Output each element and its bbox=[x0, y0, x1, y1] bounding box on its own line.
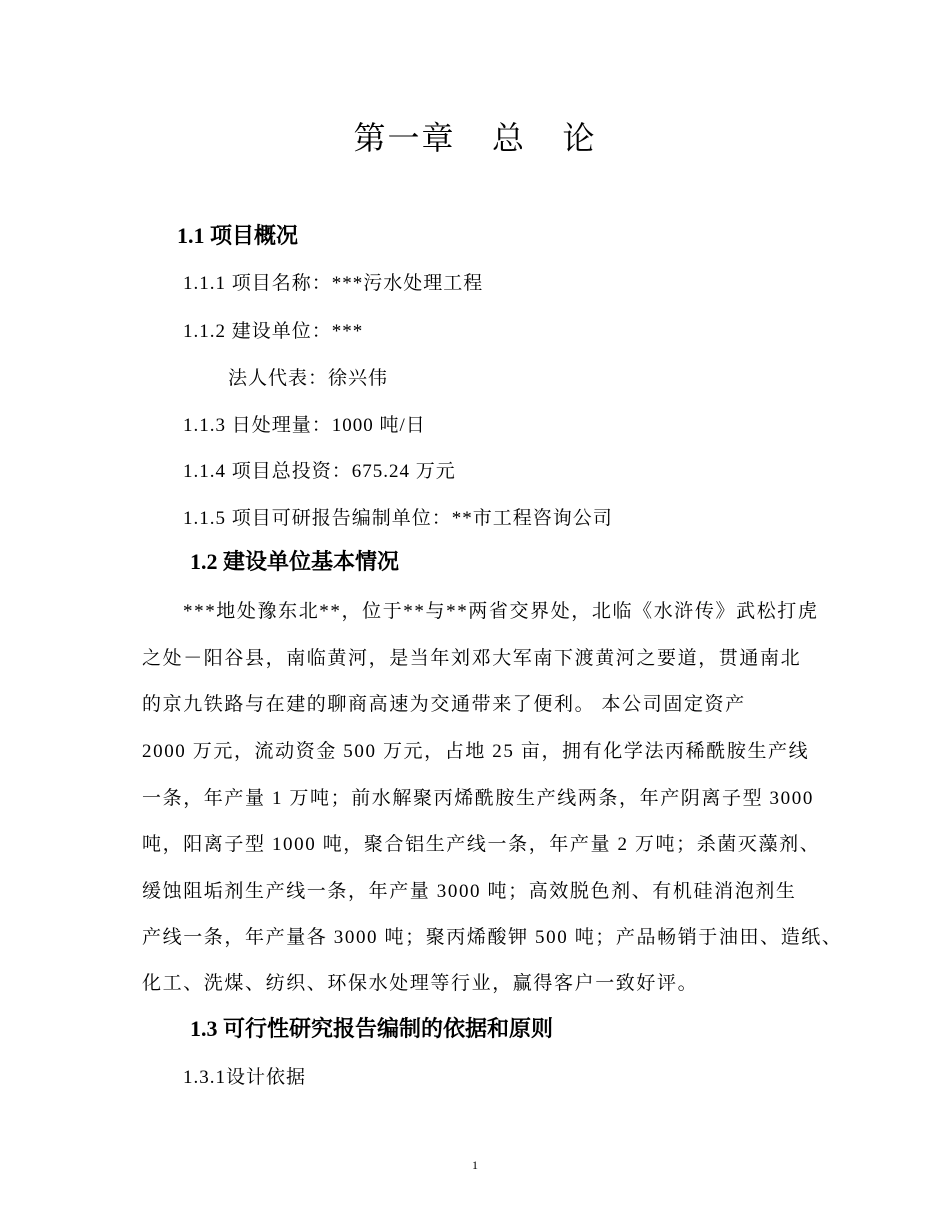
paragraph-line: 缓蚀阻垢剂生产线一条，年产量 3000 吨；高效脱色剂、有机硅消泡剂生 bbox=[142, 881, 797, 902]
chapter-title: 第一章 总 论 bbox=[353, 119, 597, 157]
paragraph-line: 之处－阳谷县，南临黄河，是当年刘邓大军南下渡黄河之要道，贯通南北 bbox=[142, 648, 802, 669]
page-number: 1 bbox=[472, 1158, 478, 1172]
design-basis-subheading: 1.3.1设计依据 bbox=[183, 1067, 307, 1088]
section-heading-1-1: 1.1 项目概况 bbox=[177, 223, 299, 248]
paragraph-line: 吨，阳离子型 1000 吨，聚合铝生产线一条，年产量 2 万吨；杀菌灭藻剂、 bbox=[142, 834, 821, 855]
legal-representative-line: 法人代表：徐兴伟 bbox=[228, 368, 389, 389]
paragraph-line: 一条，年产量 1 万吨；前水解聚丙烯酰胺生产线两条，年产阴离子型 3000 bbox=[142, 788, 814, 809]
section-heading-1-3: 1.3 可行性研究报告编制的依据和原则 bbox=[190, 1016, 554, 1041]
daily-capacity-line: 1.1.3 日处理量：1000 吨/日 bbox=[183, 415, 426, 436]
paragraph-line: 的京九铁路与在建的聊商高速为交通带来了便利。 本公司固定资产 bbox=[142, 694, 746, 715]
paragraph-line: ***地处豫东北**，位于**与**两省交界处，北临《水浒传》武松打虎 bbox=[183, 601, 819, 622]
paragraph-line: 产线一条，年产量各 3000 吨；聚丙烯酸钾 500 吨；产品畅销于油田、造纸、 bbox=[142, 927, 843, 948]
total-investment-line: 1.1.4 项目总投资：675.24 万元 bbox=[183, 461, 456, 482]
construction-unit-line: 1.1.2 建设单位：*** bbox=[183, 321, 364, 342]
report-preparer-line: 1.1.5 项目可研报告编制单位：**市工程咨询公司 bbox=[183, 508, 613, 529]
section-heading-1-2: 1.2 建设单位基本情况 bbox=[190, 549, 400, 574]
paragraph-line: 2000 万元，流动资金 500 万元，占地 25 亩，拥有化学法丙稀酰胺生产线 bbox=[142, 741, 810, 762]
project-name-line: 1.1.1 项目名称：***污水处理工程 bbox=[183, 273, 484, 294]
paragraph-line: 化工、洗煤、纺织、环保水处理等行业，赢得客户一致好评。 bbox=[142, 973, 699, 994]
